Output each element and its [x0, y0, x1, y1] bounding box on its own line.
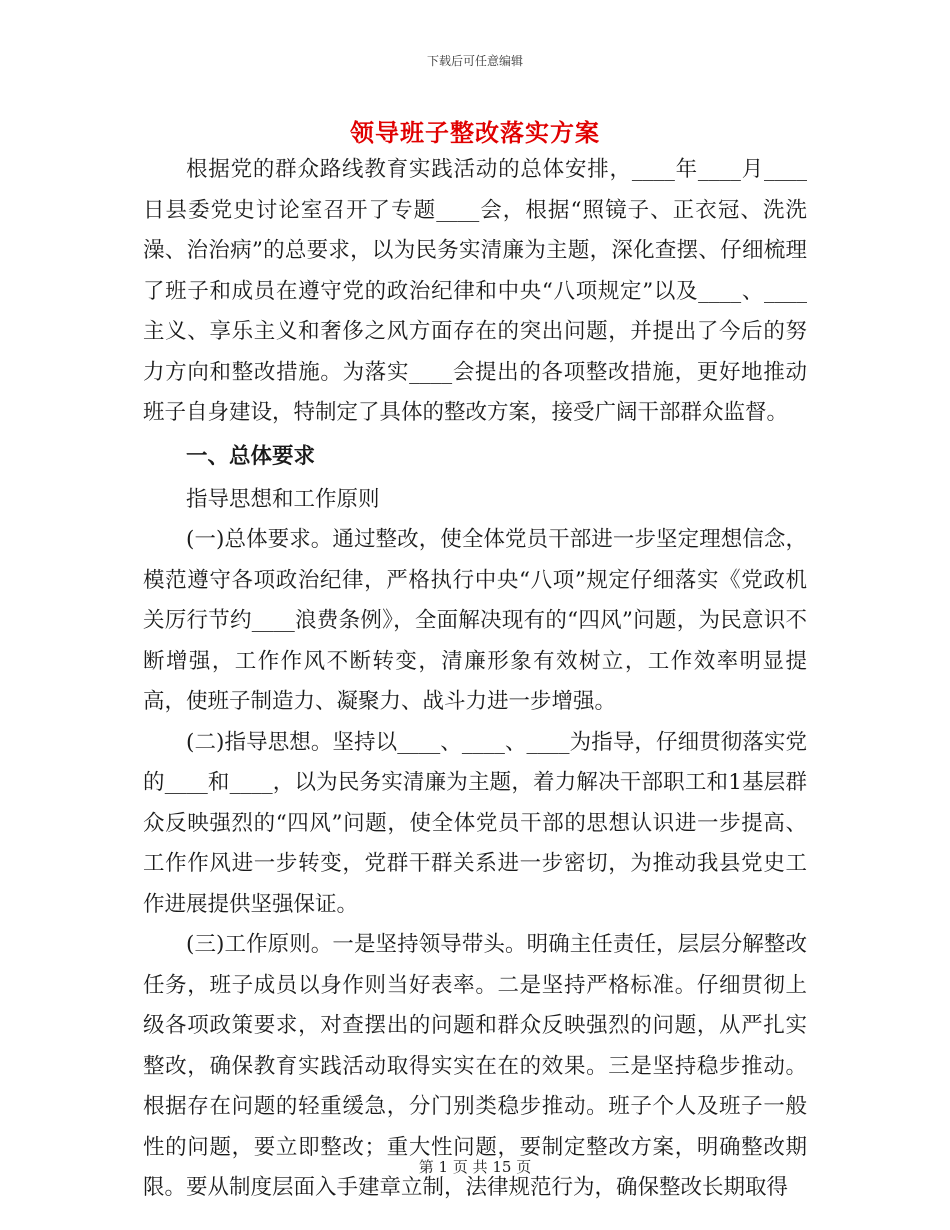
- paragraph-guiding-ideology: (二)指导思想。坚持以____、____、____为指导，仔细贯彻落实党的____和____，以为民务实清廉为主题，着力解决干部职工和1基层群众反映强烈的“四风”问题，使全体党员干部的思想认识进一步提高、工作作风进一步转变，党群干群关系进一步密切，为推动我县党史工作进展提供坚强保证。: [143, 729, 807, 917]
- page-header-note: 下载后可任意编辑: [426, 54, 523, 68]
- document-title: 领导班子整改落实方案: [350, 118, 600, 147]
- paragraph-working-principles: (三)工作原则。一是坚持领导带头。明确主任责任，层层分解整改任务，班子成员以身作则当好表率。二是坚持严格标准。仔细贯彻上级各项政策要求，对查摆出的问题和群众反映强烈的问题，从严扎实整改，确保教育实践活动取得实实在在的效果。三是坚持稳步推动。根据存在问题的轻重缓急，分门别类稳步推动。班子个人及班子一般性的问题，要立即整改；重大性问题，要制定整改方案，明确整改期限。要从制度层面入手建章立制，法律规范行为，确保整改长期取得: [143, 932, 807, 1200]
- document-body: [143, 150, 807, 1209]
- page-number-footer: 第 1 页 共 15 页: [418, 1158, 532, 1176]
- section-subheading: 指导思想和工作原则: [186, 486, 380, 512]
- section-heading-general-requirements: 一、总体要求: [186, 443, 316, 469]
- intro-paragraph: 根据党的群众路线教育实践活动的总体安排，____年____月____日县委党史讨论室召开了专题____会，根据“照镜子、正衣冠、洗洗澡、治治病”的总要求，以为民务实清廉为主题，深化查摆、仔细梳理了班子和成员在遵守党的政治纪律和中央“八项规定”以及____、____主义、享乐主义和奢侈之风方面存在的突出问题，并提出了今后的努力方向和整改措施。为落实____会提出的各项整改措施，更好地推动班子自身建设，特制定了具体的整改方案，接受广阔干部群众监督。: [143, 157, 807, 425]
- paragraph-overall-requirements: (一)总体要求。通过整改，使全体党员干部进一步坚定理想信念，模范遵守各项政治纪律，严格执行中央“八项”规定仔细落实《党政机关厉行节约____浪费条例》，全面解决现有的“四风”问题，为民意识不断增强，工作作风不断转变，清廉形象有效树立，工作效率明显提高，使班子制造力、凝聚力、战斗力进一步增强。: [143, 527, 807, 714]
